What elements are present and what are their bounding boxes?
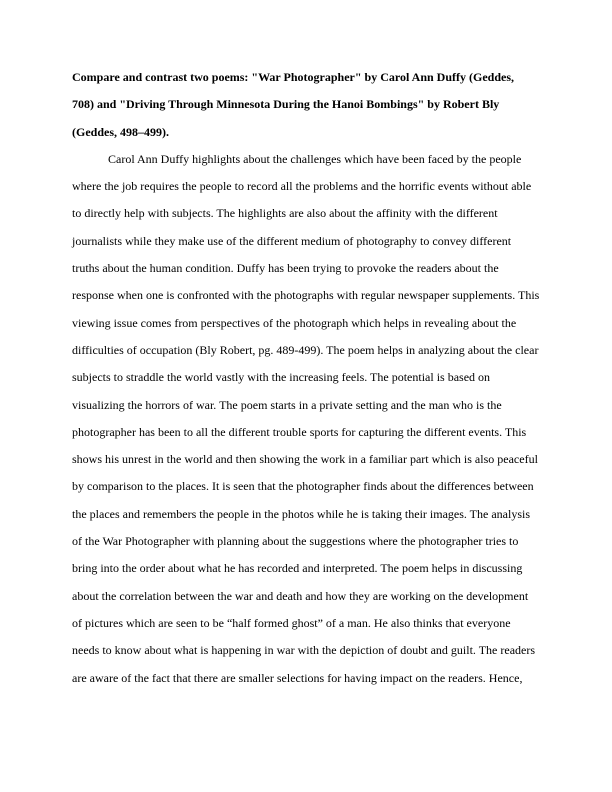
body-line: viewing issue comes from perspectives of the photograph which helps in revealing about the <box>72 315 517 330</box>
title-line: Compare and contrast two poems: "War Photographer" by Carol Ann Duffy (Geddes, <box>72 70 514 84</box>
body-line: difficulties of occupation (Bly Robert, pg. 489-499). The poem helps in analyzing about the clear <box>72 342 539 357</box>
body-line: are aware of the fact that there are smaller selections for having impact on the readers. Hence, <box>72 670 523 685</box>
body-line: journalists while they make use of the different medium of photography to convey different <box>72 233 512 248</box>
body-line: to directly help with subjects. The highlights are also about the affinity with the different <box>72 206 498 221</box>
body-line: bring into the order about what he has recorded and interpreted. The poem helps in discussing <box>72 561 523 576</box>
document-title <box>72 64 550 146</box>
body-line: about the correlation between the war and death and how they are working on the development <box>72 588 529 603</box>
body-line: truths about the human condition. Duffy has been trying to provoke the readers about the <box>72 261 499 276</box>
body-line: photographer has been to all the different trouble sports for capturing the different events. This <box>72 424 527 439</box>
body-line: needs to know about what is happening in war with the depiction of doubt and guilt. The readers <box>72 643 536 658</box>
body-line: shows his unrest in the world and then showing the work in a familiar part which is also peaceful <box>72 452 538 467</box>
body-line: of the War Photographer with planning about the suggestions where the photographer tries to <box>72 534 519 549</box>
title-line: (Geddes, 498–499). <box>72 124 169 139</box>
title-line: 708) and "Driving Through Minnesota During the Hanoi Bombings" by Robert Bly <box>72 97 500 112</box>
body-line: the places and remembers the people in the photos while he is taking their images. The analysis <box>72 506 530 521</box>
body-line: Carol Ann Duffy highlights about the challenges which have been faced by the people <box>108 151 522 166</box>
body-line: of pictures which are seen to be “half formed ghost” of a man. He also thinks that everyone <box>72 615 511 630</box>
document-content <box>72 64 550 692</box>
body-line: by comparison to the places. It is seen that the photographer finds about the differences between <box>72 479 534 494</box>
body-line: response when one is confronted with the photographs with regular newspaper supplements. This <box>72 288 540 303</box>
body-line: where the job requires the people to record all the problems and the horrific events without able <box>72 179 532 194</box>
body-line: subjects to straddle the world vastly with the increasing feels. The potential is based on <box>72 370 491 385</box>
body-line: visualizing the horrors of war. The poem starts in a private setting and the man who is the <box>72 397 502 412</box>
body-paragraph <box>72 146 550 692</box>
